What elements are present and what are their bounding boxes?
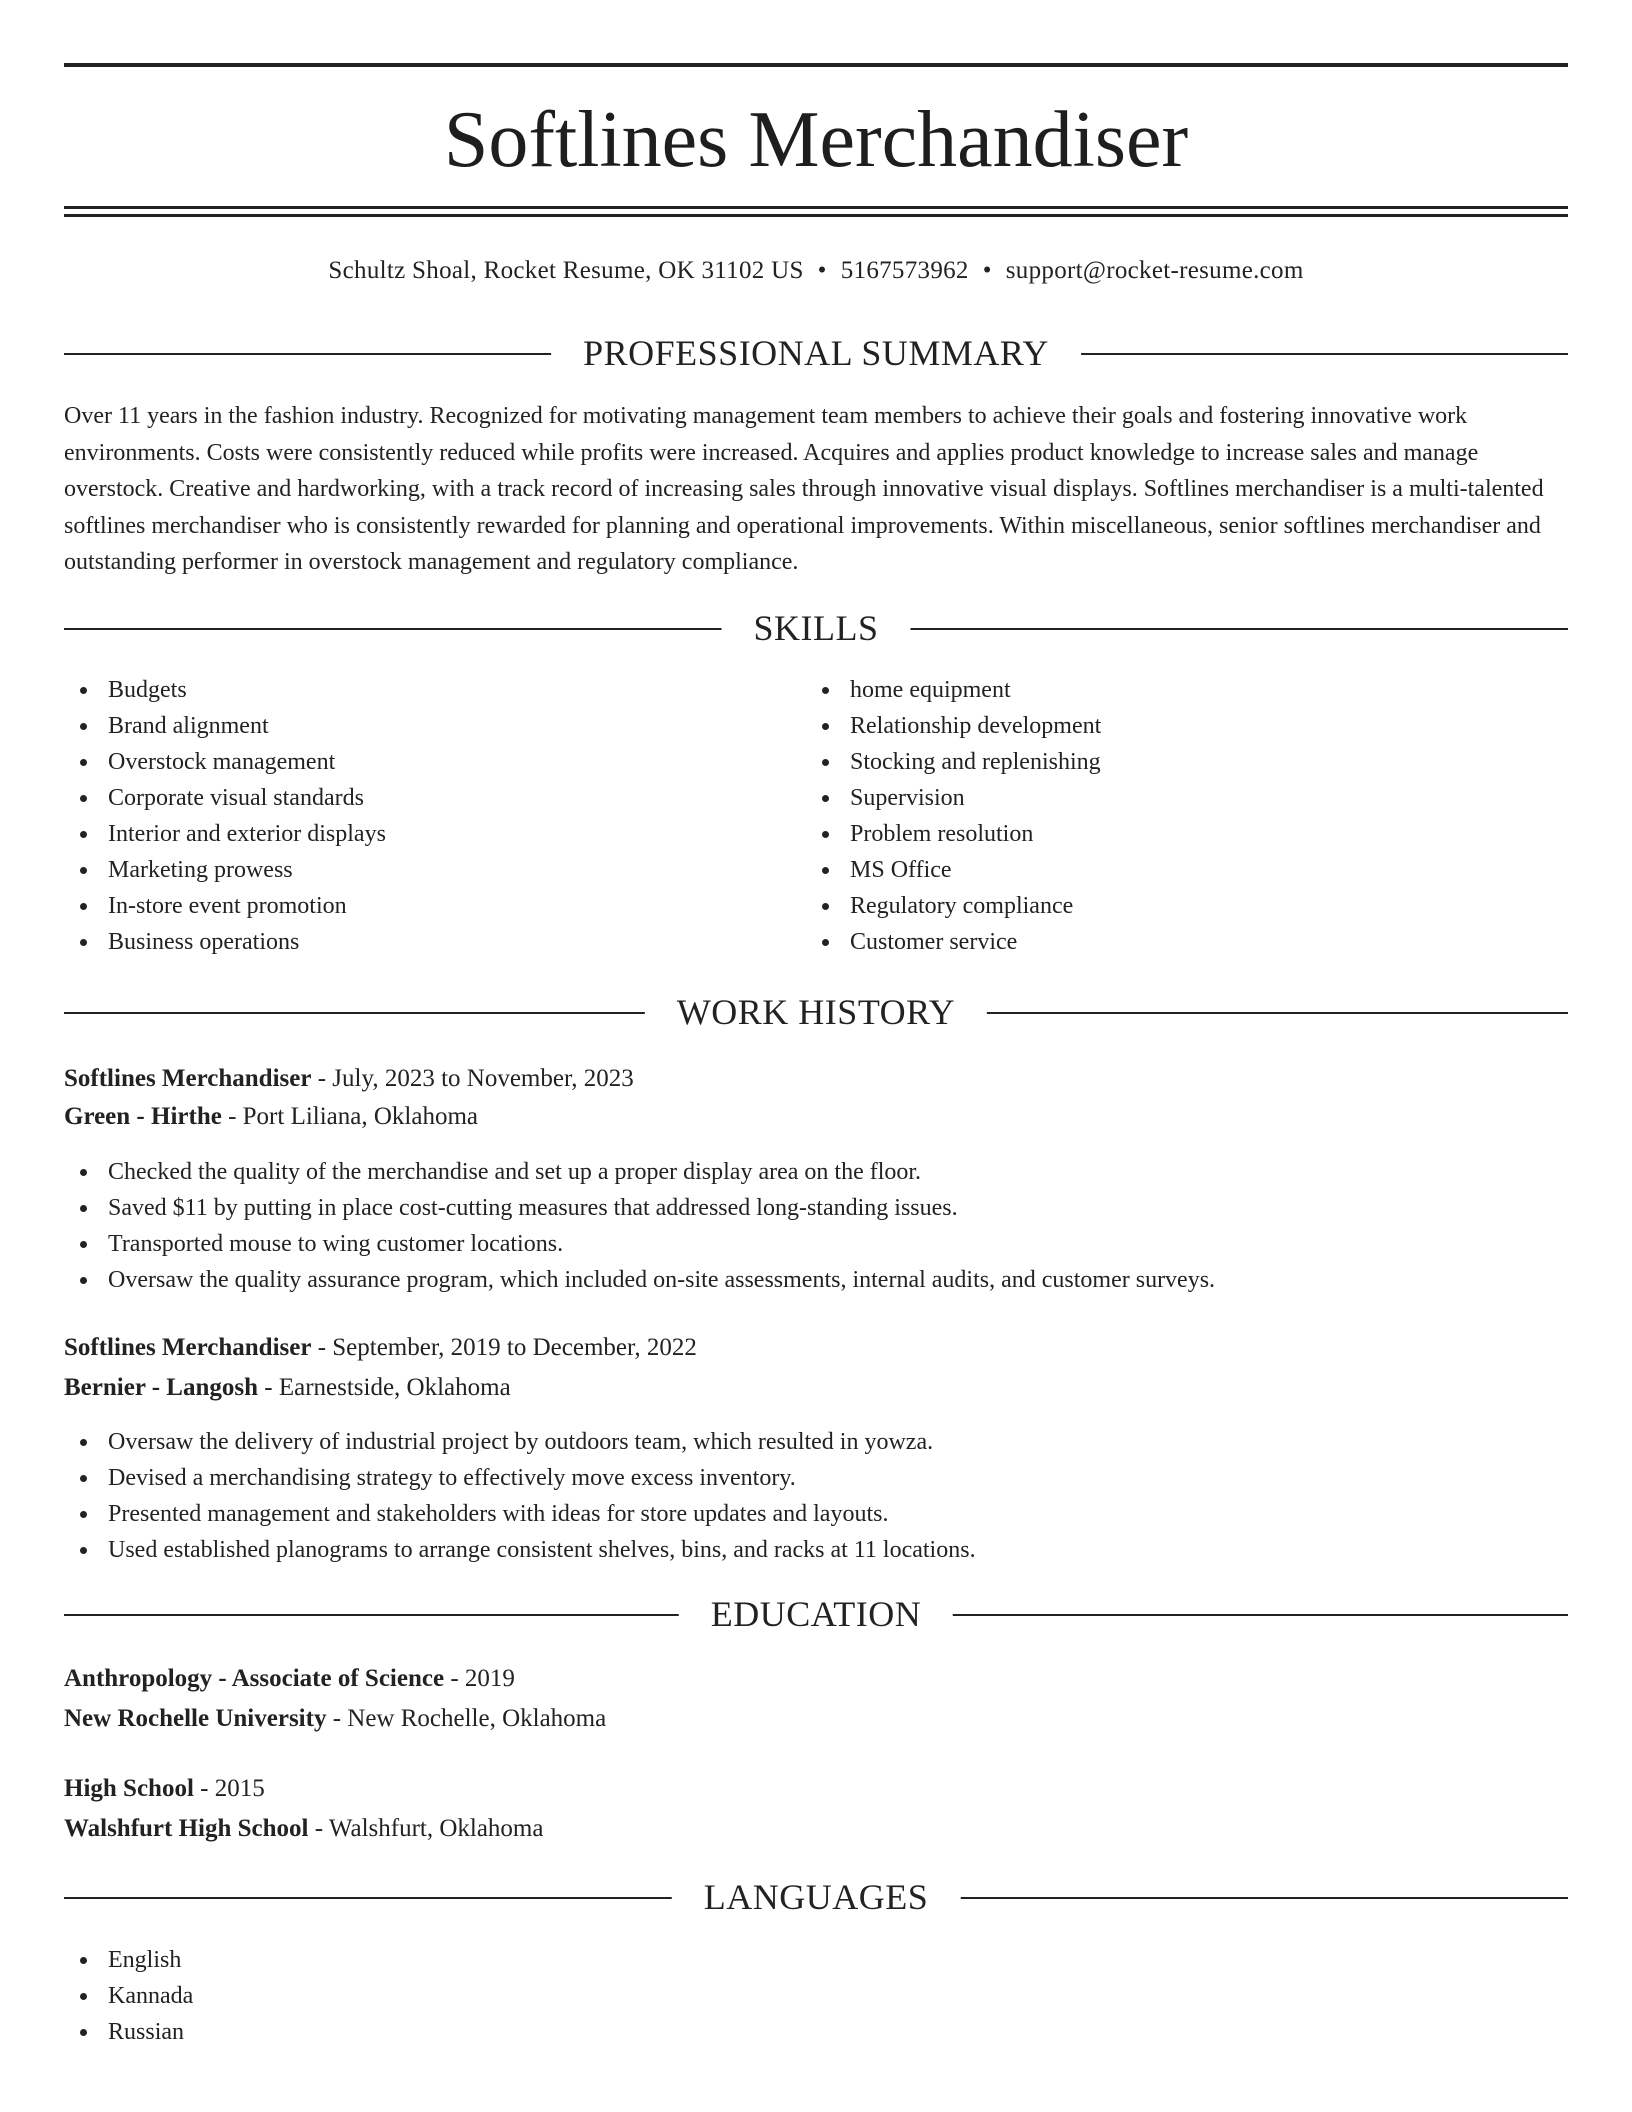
skill-item: MS Office [806, 852, 1101, 888]
skill-item: Business operations [64, 924, 386, 960]
work-section-header [64, 990, 1568, 1034]
contact-email: support@rocket-resume.com [1005, 257, 1304, 284]
skills-section-header [64, 606, 1568, 650]
title-double-rule-lower [64, 214, 1568, 217]
summary-heading: PROFESSIONAL SUMMARY [551, 331, 1081, 375]
job-location: - Earnestside, Oklahoma [258, 1374, 511, 1401]
skills-list-left [64, 672, 386, 960]
skills-heading: SKILLS [721, 606, 910, 650]
contact-phone: 5167573962 [840, 257, 969, 284]
education-year: - 2019 [444, 1665, 515, 1692]
job-bullets [64, 1154, 1215, 1298]
contact-line [64, 255, 1568, 287]
skill-item: Stocking and replenishing [806, 744, 1101, 780]
job-company-line [64, 1371, 1568, 1405]
job-location: - Port Liliana, Oklahoma [221, 1103, 479, 1130]
job-title: Softlines Merchandiser [64, 1065, 312, 1092]
title-double-rule-upper [64, 206, 1568, 209]
job-title: Softlines Merchandiser [64, 1334, 312, 1361]
skill-item: Marketing prowess [64, 852, 386, 888]
job-company: Bernier - Langosh [64, 1374, 258, 1401]
skills-list-right [806, 672, 1101, 960]
job-bullet: Transported mouse to wing customer locations. [64, 1226, 1215, 1262]
skill-item: Supervision [806, 780, 1101, 816]
language-item: Russian [64, 2014, 193, 2050]
job-company-line [64, 1100, 1568, 1134]
job-bullet: Devised a merchandising strategy to effectively move excess inventory. [64, 1460, 976, 1496]
education-school-line [64, 1702, 1568, 1736]
education-school-line [64, 1812, 1568, 1846]
skill-item: Corporate visual standards [64, 780, 386, 816]
job-bullet: Presented management and stakeholders with ideas for store updates and layouts. [64, 1496, 976, 1532]
skill-item: Relationship development [806, 708, 1101, 744]
top-rule [64, 63, 1568, 67]
job-dates: - September, 2019 to December, 2022 [311, 1334, 697, 1361]
summary-section-header [64, 331, 1568, 375]
skill-item: Overstock management [64, 744, 386, 780]
contact-separator: • [817, 257, 827, 284]
skill-item: Regulatory compliance [806, 888, 1101, 924]
job-bullets [64, 1424, 976, 1568]
job-bullet: Used established planograms to arrange consistent shelves, bins, and racks at 11 locations. [64, 1532, 976, 1568]
skill-item: Brand alignment [64, 708, 386, 744]
job-bullet: Oversaw the quality assurance program, which included on-site assessments, internal audits, and customer surveys. [64, 1262, 1215, 1298]
job-bullet: Oversaw the delivery of industrial project by outdoors team, which resulted in yowza. [64, 1424, 976, 1460]
contact-address: Schultz Shoal, Rocket Resume, OK 31102 US [328, 257, 804, 284]
languages-heading: LANGUAGES [672, 1875, 961, 1919]
education-location: - New Rochelle, Oklahoma [326, 1705, 607, 1732]
education-location: - Walshfurt, Oklahoma [308, 1815, 544, 1842]
education-degree: Anthropology - Associate of Science [64, 1665, 445, 1692]
job-title-line [64, 1062, 1568, 1096]
summary-text: Over 11 years in the fashion industry. Recognized for motivating management team members to achieve their goals and fostering innovative work environments. Costs were consistently reduced while profits were increased. Acquires and applies product knowledge to increase sales and manage overstock. Creative and hardworking, with a track record of increasing sales through innovative visual displays. Softlines merchandiser is a multi-talented softlines merchandiser who is consistently rewarded for planning and operational improvements. Within miscellaneous, senior softlines merchandiser and outstanding performer in overstock management and regulatory compliance. [64, 403, 1544, 575]
skill-item: Interior and exterior displays [64, 816, 386, 852]
work-heading: WORK HISTORY [645, 990, 987, 1034]
job-dates: - July, 2023 to November, 2023 [311, 1065, 634, 1092]
contact-separator: • [982, 257, 992, 284]
education-degree-line [64, 1662, 1568, 1696]
skill-item: Budgets [64, 672, 386, 708]
education-section-header [64, 1592, 1568, 1636]
education-degree-line [64, 1772, 1568, 1806]
job-company: Green - Hirthe [64, 1103, 222, 1130]
skill-item: In-store event promotion [64, 888, 386, 924]
skill-item: Customer service [806, 924, 1101, 960]
education-school: Walshfurt High School [64, 1815, 309, 1842]
resume-title: Softlines Merchandiser [443, 96, 1189, 184]
education-school: New Rochelle University [64, 1705, 327, 1732]
languages-section-header [64, 1875, 1568, 1919]
job-bullet: Saved $11 by putting in place cost-cutting measures that addressed long-standing issues. [64, 1190, 1215, 1226]
education-year: - 2015 [193, 1775, 265, 1802]
language-item: English [64, 1942, 193, 1978]
skill-item: home equipment [806, 672, 1101, 708]
job-bullet: Checked the quality of the merchandise and set up a proper display area on the floor. [64, 1154, 1215, 1190]
education-degree: High School [64, 1775, 194, 1802]
language-item: Kannada [64, 1978, 193, 2014]
job-title-line [64, 1331, 1568, 1365]
languages-list [64, 1942, 193, 2050]
education-heading: EDUCATION [679, 1592, 953, 1636]
skill-item: Problem resolution [806, 816, 1101, 852]
